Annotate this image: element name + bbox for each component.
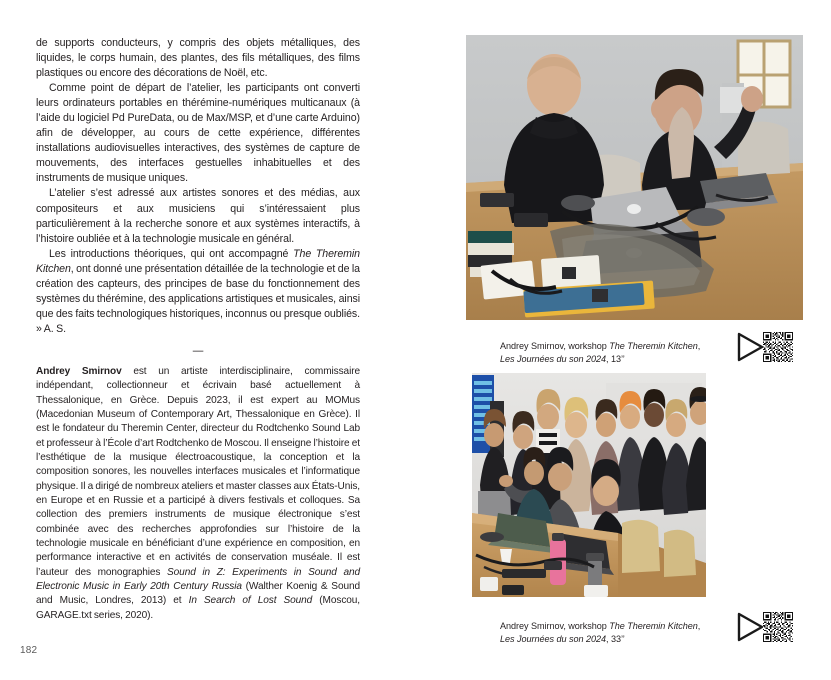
italic-title: The Theremin Kitchen	[36, 247, 360, 275]
italic-title: Les Journées du son 2024	[500, 354, 606, 365]
text-run: de supports conducteurs, y compris des objets métalliques, des liquides, le corps humain, des plantes, des fils métalliques, des films plastiques ou encore des décorations de Noël, etc.	[36, 37, 360, 80]
article-paragraph	[36, 36, 360, 81]
figure-1-caption	[500, 340, 730, 366]
italic-title: Sound in Z: Experiments in Sound and Electronic Music in Early 20th Century Russia	[36, 566, 360, 593]
figure-2-photo	[472, 373, 706, 597]
separator-dash: —	[192, 344, 204, 357]
text-run: ,	[697, 341, 701, 352]
author-name: Andrey Smirnov	[36, 365, 122, 377]
text-run: ,	[697, 621, 701, 632]
text-run: Comme point de départ de l’atelier, les participants ont converti leurs ordinateurs portables en thérémine-numériques multicanaux (à l’aide du logiciel Pd PureData, ou de Max/MSP, et d’une carte Arduino) afin de développer, au cours de cette expérience, différentes installations audiovisuelles interactives, des systèmes de capture de mouvements, des interfaces gestuelles inhabituelles et des instruments de musique uniques.	[36, 82, 360, 185]
article-paragraph	[36, 186, 360, 246]
text-run: Les introductions théoriques, qui ont accompagné	[49, 247, 294, 260]
text-run: est un artiste interdisciplinaire, commissaire indépendant, collectionneur et écrivain basé actuellement à Thessalonique, en Grèce. Depuis 2023, il est expert au MOMus (Macedonian Museum of Contemporary Art, Thessalonique en Grèce). Il est le fondateur du Theremin Center, directeur du Rodtchenko Sound Lab et professeur à l’École d’art Rodtchenko de Moscou. Il enseigne l’histoire et l’esthétique de la musique électroacoustique, la conception et la composition sonores, les nouvelles interfaces musicales et l’informatique physique. Il a dirigé de nombreux ateliers et master classes aux États-Unis, en Europe et en Russie et a participé à divers festivals et colloques. Sa collection des premiers instruments de musique électronique s’est combinée avec des recherches approfondies sur l’histoire de la technologie musicale en bénéficiant d’une expérience en composition, en performance interactive et en activités de conservation muséale. Il est l’auteur des monographies	[36, 365, 360, 578]
page-number: 182	[20, 645, 38, 656]
text-run: Andrey Smirnov, workshop	[500, 341, 610, 352]
text-run: L’atelier s’est adressé aux artistes sonores et des médias, aux compositeurs et aux musiciens qui s’intéressaient plus particulièrement à la recherche sonore et aux systèmes interactifs, à l’histoire oubliée et à la technologie musicale en général.	[36, 187, 360, 245]
italic-title: The Theremin Kitchen	[609, 621, 698, 632]
text-run: , 33’’	[606, 634, 625, 645]
text-run: , 13’’	[606, 354, 625, 365]
figure-2-qr-code[interactable]	[763, 612, 793, 642]
italic-title: The Theremin Kitchen	[609, 341, 698, 352]
article-paragraph	[36, 247, 360, 337]
article-paragraph	[36, 81, 360, 186]
text-run: Andrey Smirnov, workshop	[500, 621, 610, 632]
article-body	[36, 36, 360, 337]
figure-1-play-icon[interactable]	[735, 331, 765, 363]
italic-title: Les Journées du son 2024	[500, 634, 606, 645]
text-run: (Walther Koenig & Sound and Music, Londres, 2013) et	[36, 581, 360, 607]
figure-2-caption	[500, 620, 730, 646]
figure-2-play-icon[interactable]	[735, 611, 765, 643]
text-run: (Moscou, GARAGE.txt series, 2020).	[36, 595, 360, 621]
author-biography	[36, 365, 360, 623]
italic-title: In Search of Lost Sound	[188, 595, 313, 607]
figure-1-photo	[466, 35, 803, 320]
text-column	[36, 36, 360, 623]
text-run: , ont donné une présentation détaillée de la technologie et de la création des capteurs, des principes de base du fonctionnement des systèmes du thérémine, des applications artistiques et musicales, ainsi que des faits technologiques historiques, inconnus ou presque oubliés. » A. S.	[36, 262, 360, 335]
section-separator	[36, 344, 360, 359]
figure-1-qr-code[interactable]	[763, 332, 793, 362]
page-edge	[0, 0, 2, 680]
